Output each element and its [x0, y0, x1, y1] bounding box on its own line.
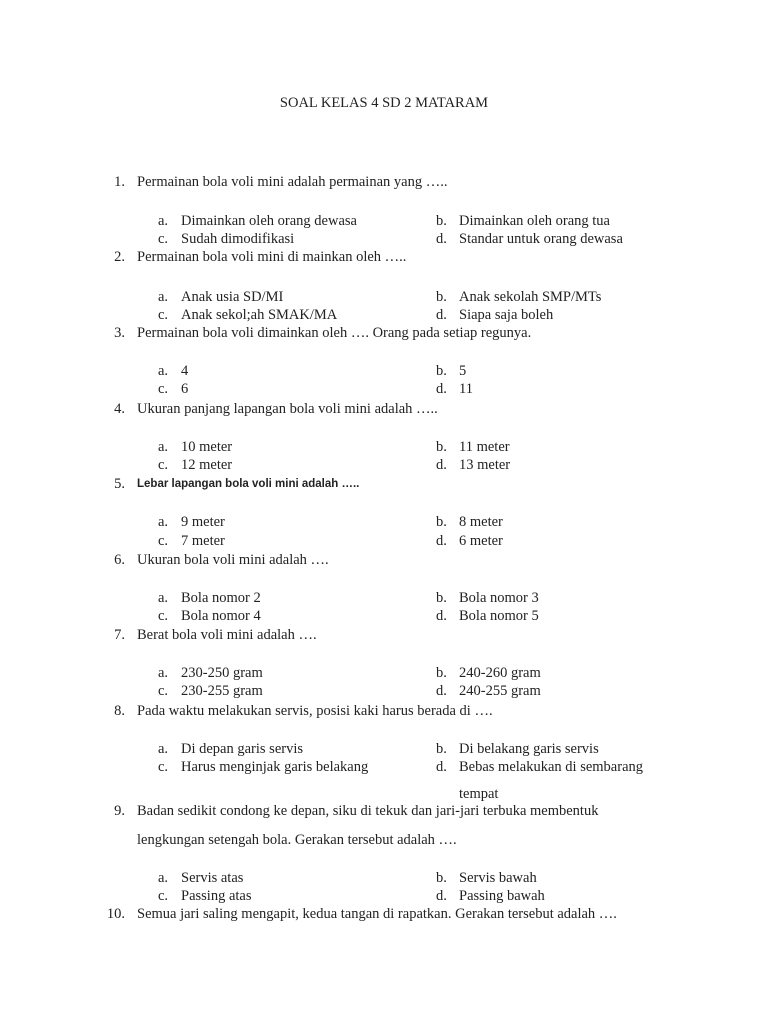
option-letter: d.	[436, 759, 447, 775]
option-letter: c.	[158, 231, 169, 247]
option-letter: c.	[158, 307, 169, 323]
option-text: 6 meter	[459, 533, 503, 549]
option-text: Bebas melakukan di sembarang	[459, 759, 644, 775]
option-text: Bola nomor 2	[181, 590, 261, 606]
option-text: 4	[181, 363, 189, 379]
option-text: 5	[459, 363, 467, 379]
question-number: 7.	[114, 627, 125, 643]
question-number: 2.	[114, 249, 125, 265]
option-letter: c.	[158, 533, 169, 549]
option-letter: a.	[158, 213, 169, 229]
option-text: Passing atas	[181, 888, 252, 904]
option-letter: d.	[436, 533, 447, 549]
option-letter: d.	[436, 888, 447, 904]
option-letter: c.	[158, 381, 169, 397]
question-text: Pada waktu melakukan servis, posisi kaki harus berada di ….	[137, 703, 493, 719]
option-letter: b.	[436, 289, 447, 305]
question-text: lengkungan setengah bola. Gerakan tersebut adalah ….	[137, 832, 457, 848]
option-text: 230-255 gram	[181, 683, 263, 699]
option-letter: b.	[436, 741, 447, 757]
option-text: Bola nomor 5	[459, 608, 539, 624]
option-letter: c.	[158, 888, 169, 904]
option-text: Anak sekol;ah SMAK/MA	[181, 307, 338, 323]
option-text: 7 meter	[181, 533, 225, 549]
document-title: SOAL KELAS 4 SD 2 MATARAM	[279, 95, 489, 111]
question-text: Permainan bola voli dimainkan oleh …. Orang pada setiap regunya.	[137, 325, 532, 341]
option-letter: b.	[436, 514, 447, 530]
option-text: 9 meter	[181, 514, 225, 530]
option-text: Bola nomor 3	[459, 590, 539, 606]
option-text: Harus menginjak garis belakang	[181, 759, 369, 775]
question-text: Badan sedikit condong ke depan, siku di tekuk dan jari-jari terbuka membentuk	[137, 803, 599, 819]
option-letter: b.	[436, 870, 447, 886]
option-text: Siapa saja boleh	[459, 307, 554, 323]
option-letter: b.	[436, 439, 447, 455]
option-text: 8 meter	[459, 514, 503, 530]
option-letter: a.	[158, 870, 169, 886]
option-text: Servis atas	[181, 870, 244, 886]
option-letter: a.	[158, 289, 169, 305]
option-letter: d.	[436, 608, 447, 624]
option-text: 6	[181, 381, 189, 397]
option-text: Dimainkan oleh orang tua	[459, 213, 610, 229]
option-text: Bola nomor 4	[181, 608, 261, 624]
option-letter: b.	[436, 213, 447, 229]
option-letter: c.	[158, 457, 169, 473]
option-letter: c.	[158, 608, 169, 624]
option-text-continuation: tempat	[459, 786, 499, 802]
option-letter: d.	[436, 683, 447, 699]
option-text: 11 meter	[459, 439, 510, 455]
option-letter: d.	[436, 231, 447, 247]
option-letter: c.	[158, 759, 169, 775]
question-number: 9.	[114, 803, 125, 819]
option-letter: b.	[436, 363, 447, 379]
option-text: Dimainkan oleh orang dewasa	[181, 213, 357, 229]
question-text: Permainan bola voli mini di mainkan oleh …..	[137, 249, 407, 265]
option-letter: b.	[436, 665, 447, 681]
option-letter: a.	[158, 514, 169, 530]
option-text: 12 meter	[181, 457, 233, 473]
option-text: Servis bawah	[459, 870, 537, 886]
question-text: Ukuran bola voli mini adalah ….	[137, 552, 329, 568]
option-text: Di depan garis servis	[181, 741, 304, 757]
option-letter: a.	[158, 363, 169, 379]
question-text: Permainan bola voli mini adalah permainan yang …..	[137, 174, 448, 190]
option-letter: d.	[436, 457, 447, 473]
option-letter: a.	[158, 590, 169, 606]
question-number: 5.	[114, 476, 125, 492]
question-number: 3.	[114, 325, 125, 341]
option-letter: d.	[436, 381, 447, 397]
option-text: 13 meter	[459, 457, 511, 473]
question-number: 1.	[114, 174, 125, 190]
option-text: Standar untuk orang dewasa	[459, 231, 623, 247]
question-number: 8.	[114, 703, 125, 719]
option-letter: d.	[436, 307, 447, 323]
option-text: 11	[459, 381, 473, 397]
question-text: Ukuran panjang lapangan bola voli mini adalah …..	[137, 401, 438, 417]
option-letter: a.	[158, 665, 169, 681]
option-text: Passing bawah	[459, 888, 545, 904]
option-letter: c.	[158, 683, 169, 699]
option-text: Di belakang garis servis	[459, 741, 599, 757]
question-text: Lebar lapangan bola voli mini adalah …..	[137, 478, 360, 490]
option-text: Anak sekolah SMP/MTs	[459, 289, 602, 305]
option-text: 240-260 gram	[459, 665, 541, 681]
question-text: Semua jari saling mengapit, kedua tangan di rapatkan. Gerakan tersebut adalah ….	[137, 906, 617, 922]
option-letter: a.	[158, 741, 169, 757]
option-letter: b.	[436, 590, 447, 606]
option-text: 230-250 gram	[181, 665, 263, 681]
option-text: 10 meter	[181, 439, 233, 455]
question-number: 10.	[106, 906, 125, 922]
question-number: 4.	[114, 401, 125, 417]
option-letter: a.	[158, 439, 169, 455]
option-text: Anak usia SD/MI	[181, 289, 284, 305]
option-text: Sudah dimodifikasi	[181, 231, 295, 247]
option-text: 240-255 gram	[459, 683, 541, 699]
question-text: Berat bola voli mini adalah ….	[137, 627, 317, 643]
question-number: 6.	[114, 552, 125, 568]
